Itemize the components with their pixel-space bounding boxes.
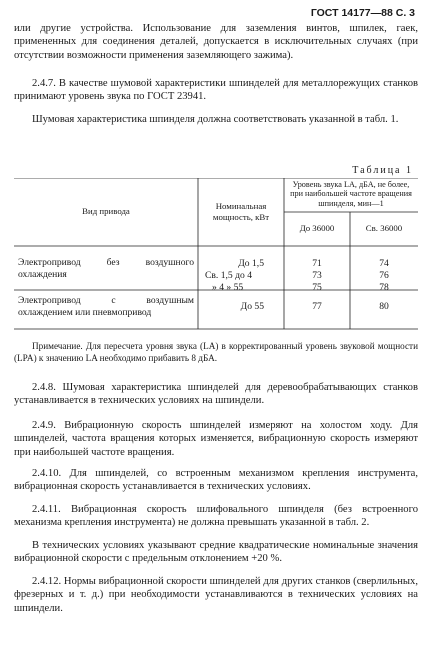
paragraph-2-4-7: 2.4.7. В качестве шумовой характеристики шпинделей для металлорежущих станков принимают уровень звука по ГОСТ 23941. xyxy=(14,78,418,103)
power-value: До 55 xyxy=(240,301,264,312)
paragraph-2-4-12: 2.4.12. Нормы вибрационной скорости шпинделей для других станков (сверлильных, фрезерных и т. д.) при необходимости устанавливаются в технических условиях на шпиндели. xyxy=(14,576,418,614)
header-power: Номинальная мощность, кВт xyxy=(212,201,270,222)
table-1 xyxy=(14,178,418,330)
sound-level-value: 76 xyxy=(379,270,389,281)
header-drive-type: Вид привода xyxy=(82,206,130,216)
page-header: ГОСТ 14177—88 С. 3 xyxy=(310,7,415,19)
sound-level-value: 78 xyxy=(379,282,389,293)
paragraph-2-4-8: 2.4.8. Шумовая характеристика шпинделей для деревообрабатывающих станков устанавливается в технических условиях на шпиндели. xyxy=(14,382,418,407)
sound-level-value: 77 xyxy=(312,301,322,312)
drive-type-row-2: Электропривод с воздушным охлаждением или пневмопривод xyxy=(18,295,194,319)
header-up-to-36000: До 36000 xyxy=(299,223,335,233)
power-value: » 4 » 55 xyxy=(212,282,244,293)
sound-level-value: 75 xyxy=(312,282,322,293)
table-caption: Таблица 1 xyxy=(352,165,413,176)
header-sound-level: Уровень звука LA, дБА, не более, при наибольшей частоте вращения шпинделя, мин—1 xyxy=(290,180,412,208)
sound-level-value: 80 xyxy=(379,301,389,312)
drive-type-row-1: Электропривод без воздушного охлаждения xyxy=(18,257,194,281)
sound-level-value: 74 xyxy=(379,258,389,269)
paragraph-tech-conditions: В технических условиях указывают средние квадратические номинальные значения вибрационной скорости с предельным отклонением +20 %. xyxy=(14,540,418,565)
sound-level-value: 71 xyxy=(312,258,322,269)
header-over-36000: Св. 36000 xyxy=(365,223,403,233)
paragraph-2-4-11: 2.4.11. Вибрационная скорость шлифовального шпинделя (без встроенного механизма крепления инструмента) не должна превышать указанной в табл. 2. xyxy=(14,504,418,529)
paragraph-noise-requirement: Шумовая характеристика шпинделя должна соответствовать указанной в табл. 1. xyxy=(32,114,399,125)
power-value: До 1,5 xyxy=(238,258,264,269)
sound-level-value: 73 xyxy=(312,270,322,281)
power-value: Св. 1,5 до 4 xyxy=(205,270,252,281)
paragraph-2-4-9: 2.4.9. Вибрационную скорость шпинделей измеряют на холостом ходу. Для шпинделей, частота вращения которых изменяется, вибрационную скорость измеряют при наибольшей частоте вращения. xyxy=(14,420,418,458)
paragraph-2-4-10: 2.4.10. Для шпинделей, со встроенным механизмом крепления инструмента, вибрационная скорость устанавливается в технических условиях. xyxy=(14,468,418,493)
paragraph-continuation: или другие устройства. Использование для заземления винтов, шпилек, гаек, примененных для соединения деталей, допускается в исключительных случаях (при отсутствии возможности применения заземляющего зажима). xyxy=(14,23,418,61)
table-note: Примечание. Для пересчета уровня звука (LA) в корректированный уровень звуковой мощности (LPA) к значению LA необходимо прибавить 8 дБА. xyxy=(14,341,418,363)
